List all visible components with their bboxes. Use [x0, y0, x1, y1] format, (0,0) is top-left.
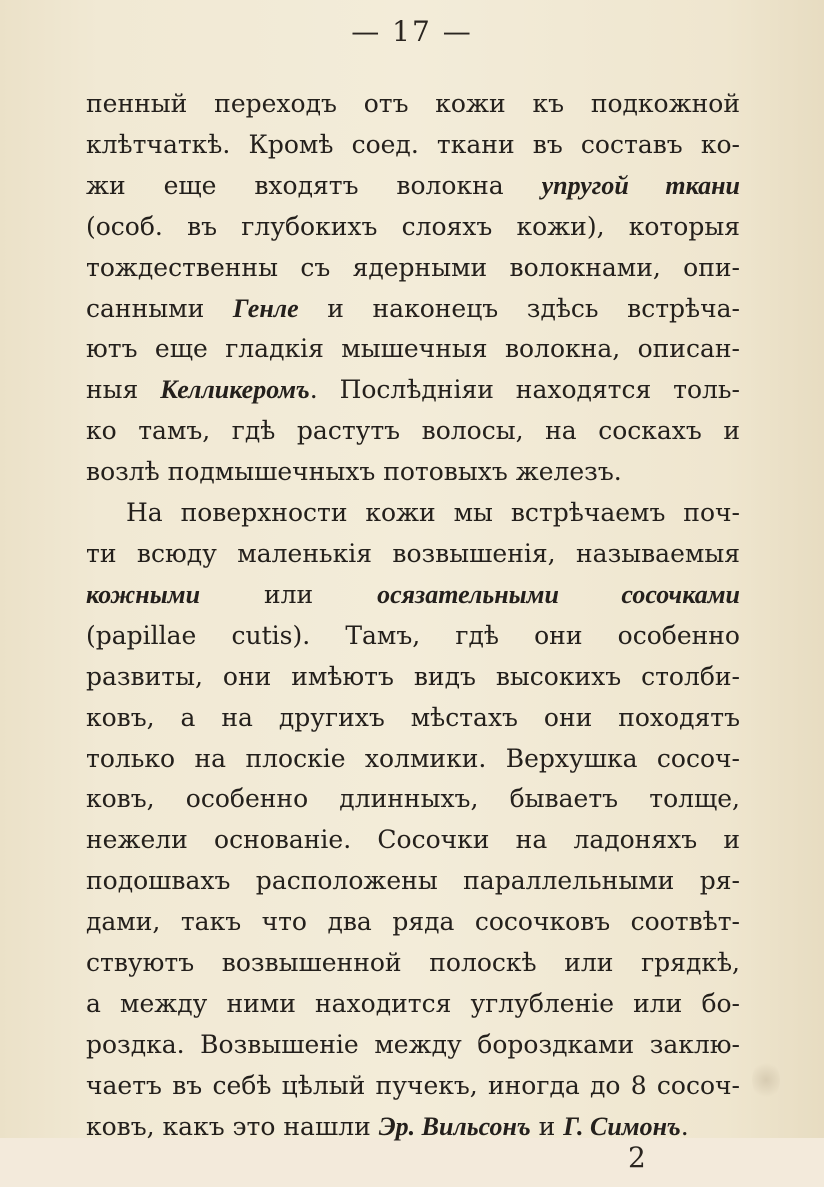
emphasized-term: осязательными сосочками — [377, 579, 740, 609]
text-line — [86, 248, 740, 289]
text-segment: и наконецъ здѣсь встрѣча- — [298, 293, 740, 323]
body-text — [86, 84, 740, 1148]
text-line — [86, 575, 740, 616]
emphasized-term: Эр. Вильсонъ — [378, 1111, 531, 1141]
text-line — [86, 1066, 740, 1107]
text-line — [86, 84, 740, 125]
text-segment: На поверхности кожи мы встрѣчаемъ поч- — [126, 498, 740, 528]
text-line — [86, 984, 740, 1025]
text-line — [86, 493, 740, 534]
page-number: — 17 — — [351, 15, 473, 48]
emphasized-term: Г. Симонъ — [563, 1111, 681, 1141]
text-line — [86, 820, 740, 861]
text-segment: нежели основаніе. Сосочки на ладоняхъ и — [86, 825, 740, 855]
text-line — [86, 166, 740, 207]
text-segment: ко тамъ, гдѣ растутъ волосы, на соскахъ и — [86, 416, 740, 446]
text-segment: а между ними находится углубленіе или бо- — [86, 988, 740, 1018]
text-line — [86, 370, 740, 411]
text-line — [86, 411, 740, 452]
text-segment: ковъ, какъ это нашли — [86, 1111, 379, 1141]
text-line — [86, 698, 740, 739]
text-segment: (особ. въ глубокихъ слояхъ кожи), которыя — [86, 211, 740, 241]
text-line — [86, 207, 740, 248]
text-segment: ковъ, особенно длинныхъ, бываетъ толще, — [86, 784, 740, 814]
text-segment: ти всюду маленькія возвышенія, называемыя — [86, 538, 740, 568]
emphasized-term: Генле — [232, 293, 299, 323]
emphasized-term: Келликеромъ — [160, 375, 310, 405]
text-segment: ковъ, а на другихъ мѣстахъ они походятъ — [86, 702, 740, 732]
text-segment: клѣтчаткѣ. Кромѣ соед. ткани въ составъ ко- — [86, 129, 740, 159]
text-segment: ствуютъ возвышенной полоскѣ или грядкѣ, — [86, 948, 740, 978]
text-segment: или — [200, 579, 378, 609]
text-line — [86, 534, 740, 575]
text-segment: ютъ еще гладкія мышечныя волокна, описан- — [86, 334, 740, 364]
text-segment: санными — [86, 293, 233, 323]
text-segment: и — [530, 1111, 564, 1141]
text-line — [86, 125, 740, 166]
text-segment: ныя — [86, 375, 161, 405]
text-segment: роздка. Возвышеніе между бороздками заклю- — [86, 1029, 740, 1059]
text-line — [86, 1025, 740, 1066]
text-segment: . Послѣдніяи находятся толь- — [309, 375, 740, 405]
text-line — [86, 329, 740, 370]
text-line — [86, 739, 740, 780]
text-segment: (papillae cutis). Тамъ, гдѣ они особенно — [86, 620, 740, 650]
text-segment: жи еще входятъ волокна — [86, 170, 542, 200]
signature-mark: 2 — [628, 1141, 646, 1174]
emphasized-term: упругой ткани — [541, 170, 740, 200]
text-line — [86, 861, 740, 902]
text-segment: дами, такъ что два ряда сосочковъ соотвѣт- — [86, 907, 740, 937]
text-line — [86, 902, 740, 943]
text-line — [86, 943, 740, 984]
text-line — [86, 452, 740, 493]
text-segment: . — [680, 1111, 689, 1141]
text-segment: развиты, они имѣютъ видъ высокихъ столби- — [86, 661, 740, 691]
text-segment: пенный переходъ отъ кожи къ подкожной — [86, 89, 740, 118]
text-line — [86, 779, 740, 820]
text-line — [86, 616, 740, 657]
text-segment: чаетъ въ себѣ цѣлый пучекъ, иногда до 8 сосоч- — [86, 1070, 740, 1100]
paper-stain — [752, 1060, 780, 1100]
text-segment: возлѣ подмышечныхъ потовыхъ железъ. — [86, 457, 622, 487]
emphasized-term: кожными — [86, 579, 201, 609]
text-segment: подошвахъ расположены параллельными ря- — [86, 866, 740, 896]
text-segment: только на плоскіе холмики. Верхушка сосоч- — [86, 743, 740, 773]
text-segment: тождественны съ ядерными волокнами, опи- — [86, 252, 740, 282]
text-line — [86, 289, 740, 330]
text-line — [86, 657, 740, 698]
